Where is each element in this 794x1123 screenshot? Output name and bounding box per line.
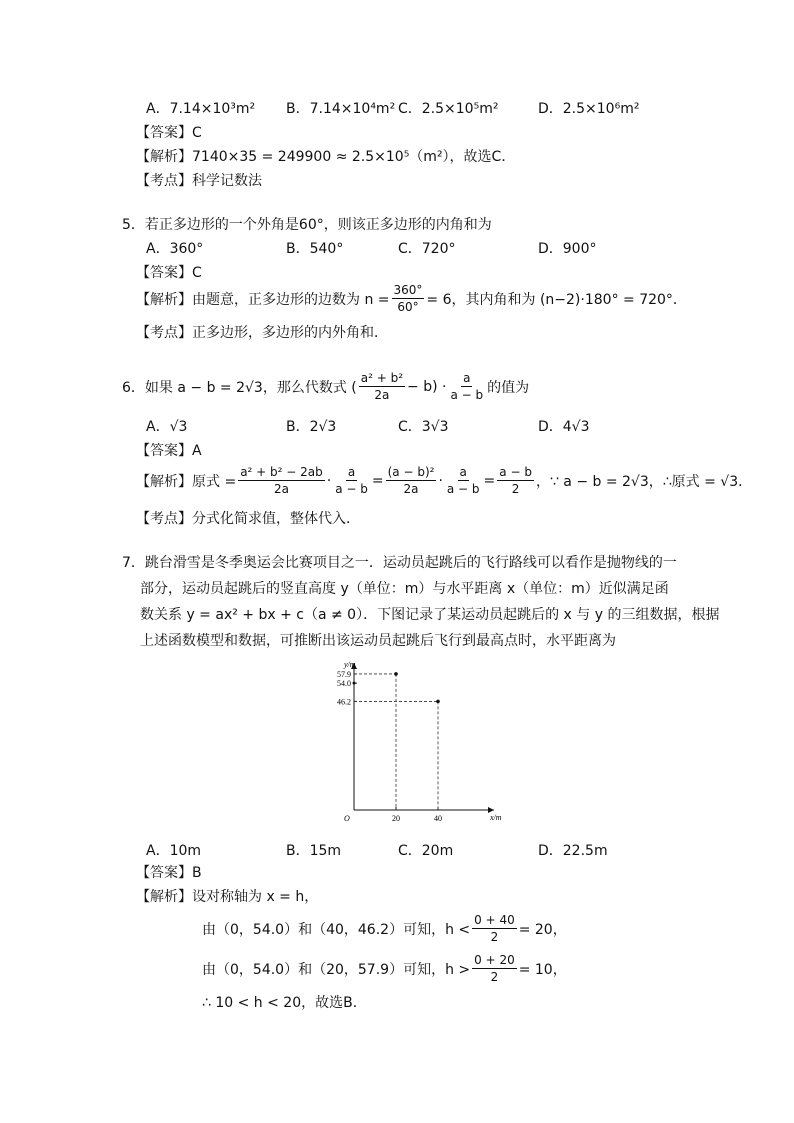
q5-option-a: A．360° xyxy=(146,241,204,257)
q6-stem-post: 的值为 xyxy=(487,379,530,396)
q7-analysis3-frac xyxy=(472,952,517,985)
q6-dot2: · xyxy=(438,472,443,489)
q6-option-c: C．3√3 xyxy=(398,419,449,435)
q5-option-d: D．900° xyxy=(538,241,597,257)
q5-analysis-pre: 【解析】由题意，正多边形的边数为 n = xyxy=(136,291,390,308)
q7-answer: 【答案】B xyxy=(136,865,202,881)
q7-option-d: D．22.5m xyxy=(538,843,608,859)
y-axis-label: y/m xyxy=(344,660,356,669)
q7-option-b: B．15m xyxy=(286,843,342,859)
q6-af1 xyxy=(238,464,325,497)
q6-answer: 【答案】A xyxy=(136,443,202,459)
q6-af1-num: a² + b² − 2ab xyxy=(240,465,323,479)
q6-af3-den: 2a xyxy=(403,482,419,496)
y-tick-label: 57.9 xyxy=(337,669,351,679)
q7-analysis1: 【解析】设对称轴为 x = h， xyxy=(136,889,319,905)
q5-fraction xyxy=(392,282,425,315)
q7-a3-den: 2 xyxy=(490,970,499,984)
q4-option-a: A．7.14×10³m² xyxy=(146,101,256,117)
q7-option-a: A．10m xyxy=(146,843,202,859)
q6-af5-num: a − b xyxy=(499,465,532,479)
data-point xyxy=(436,700,440,704)
q6-point: 【考点】分式化简求值，整体代入． xyxy=(136,511,360,527)
q4-point: 【考点】科学记数法 xyxy=(136,173,262,189)
q5-analysis-post: = 6，其内角和为 (n−2)·180° = 720°． xyxy=(426,291,687,308)
y-tick-label: 54.0 xyxy=(337,679,351,689)
q6-option-d: D．4√3 xyxy=(538,419,590,435)
q4-option-b: B．7.14×10⁴m² xyxy=(286,101,396,117)
q7-line4: 上述函数模型和数据，可推断出该运动员起跳后飞行到最高点时，水平距离为 xyxy=(140,633,616,649)
q6-frac1-num: a² + b² xyxy=(360,371,404,385)
q6-frac1-den: 2a xyxy=(374,388,390,402)
q5-frac-den: 60° xyxy=(397,300,419,314)
q6-frac2-num: a xyxy=(463,371,471,385)
q5-point: 【考点】正多边形，多边形的内外角和． xyxy=(136,325,388,341)
q6-option-a: A．√3 xyxy=(146,419,188,435)
q6-dot1: · xyxy=(326,472,332,489)
q6-frac2-den: a − b xyxy=(450,388,484,402)
q7-analysis2-post: = 20， xyxy=(518,921,567,938)
q4-analysis: 【解析】7140×35 = 249900 ≈ 2.5×10⁵（m²），故选C． xyxy=(136,149,516,165)
q7-chart xyxy=(330,650,502,830)
q6-af2 xyxy=(333,464,370,497)
q4-option-c: C．2.5×10⁵m² xyxy=(398,101,499,117)
q6-af4-den: a − b xyxy=(446,482,480,496)
q5-stem: 5．若正多边形的一个外角是60°，则该正多边形的内角和为 xyxy=(122,217,492,233)
q5-analysis xyxy=(136,282,687,315)
q6-eq1: = xyxy=(371,472,384,489)
q6-option-b: B．2√3 xyxy=(286,419,337,435)
q7-analysis2 xyxy=(202,912,567,945)
data-point xyxy=(394,672,398,676)
q7-analysis2-frac xyxy=(472,912,517,945)
q6-af4 xyxy=(445,464,482,497)
q7-a2-num: 0 + 40 xyxy=(474,913,515,927)
q6-af4-num: a xyxy=(459,465,467,479)
q7-analysis4: ∴ 10 < h < 20，故选B． xyxy=(202,995,367,1011)
q6-af3 xyxy=(386,464,437,497)
q5-answer: 【答案】C xyxy=(136,265,202,281)
q5-frac-num: 360° xyxy=(393,283,423,297)
q6-frac1 xyxy=(359,370,405,403)
q5-option-c: C．720° xyxy=(398,241,456,257)
q7-option-c: C．20m xyxy=(398,843,454,859)
q7-analysis2-pre: 由（0，54.0）和（40，46.2）可知，h < xyxy=(202,921,471,938)
y-axis-point xyxy=(353,682,356,685)
origin-label: O xyxy=(344,814,350,823)
q6-eq2: = xyxy=(483,472,496,489)
q6-af1-den: 2a xyxy=(273,482,289,496)
q6-analysis-pre: 【解析】原式 = xyxy=(136,473,237,490)
q7-line2: 部分，运动员起跳后的竖直高度 y（单位：m）与水平距离 x（单位：m）近似满足函 xyxy=(140,581,669,597)
q7-analysis3 xyxy=(202,952,567,985)
q6-af2-den: a − b xyxy=(335,482,368,496)
q4-answer: 【答案】C xyxy=(136,125,202,141)
q6-af3-num: (a − b)² xyxy=(387,465,435,479)
q6-af5-den: 2 xyxy=(511,482,520,496)
q6-analysis-post: ，∵ a − b = 2√3，∴原式 = √3． xyxy=(535,473,753,490)
q7-line1: 7．跳台滑雪是冬季奥运会比赛项目之一．运动员起跳后的飞行路线可以看作是抛物线的一 xyxy=(122,555,677,571)
x-axis-label: x/m xyxy=(490,813,502,822)
q7-a3-num: 0 + 20 xyxy=(474,953,515,967)
x-tick-label: 40 xyxy=(434,814,442,823)
q6-af2-num: a xyxy=(347,465,356,479)
q6-stem-mid: − b) · xyxy=(407,378,447,395)
q5-option-b: B．540° xyxy=(286,241,344,257)
q7-a2-den: 2 xyxy=(490,930,499,944)
q7-line3: 数关系 y = ax² + bx + c（a ≠ 0）．下图记录了某运动员起跳后的 x 与 y 的三组数据，根据 xyxy=(140,607,720,623)
y-tick-label: 46.2 xyxy=(337,697,351,707)
q6-af5 xyxy=(497,464,534,497)
x-tick-label: 20 xyxy=(392,814,400,823)
q4-option-d: D．2.5×10⁶m² xyxy=(538,101,640,117)
q7-analysis3-post: = 10， xyxy=(518,961,567,978)
q7-analysis3-pre: 由（0，54.0）和（20，57.9）可知，h > xyxy=(202,961,471,978)
q6-stem-pre: 6．如果 a − b = 2√3，那么代数式 ( xyxy=(122,379,357,396)
q6-frac2 xyxy=(448,370,485,403)
q6-stem xyxy=(122,370,529,403)
q6-analysis xyxy=(136,464,752,497)
